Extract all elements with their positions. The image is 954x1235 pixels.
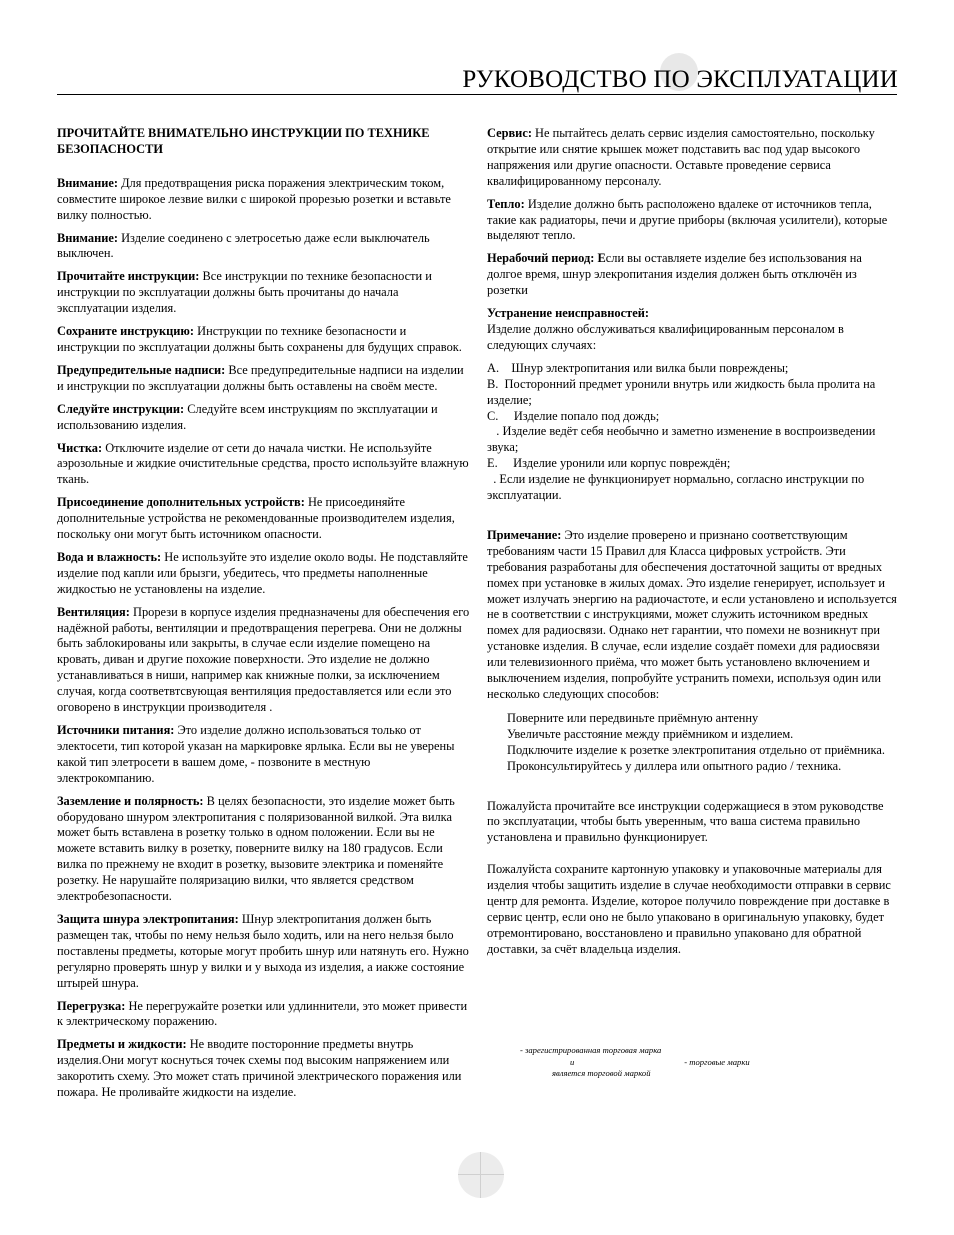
registration-mark-bottom xyxy=(458,1152,504,1198)
note-bullet-item: Поверните или передвиньте приёмную антенну xyxy=(507,710,759,725)
safety-item-text: В целях безопасности, это изделие может быть оборудовано шнуром электропитания с поляризованной вилкой. Эта вилка может быть вставлена в розетку только в одном положении. Если вы не можете вставить вилку в розетку, поверните вилку на 180 градусов. Если вилка по прежнему не входит в розетку, вызовите электрика и поменяйте розетку. Не нарушайте поляризацию вилки, что является средством электробезопасности. xyxy=(57,793,455,904)
footnote-line-2b: - торговые марки xyxy=(684,1056,750,1067)
safety-item-term: Следуйте инструкции: xyxy=(57,401,185,416)
safety-item-term: Внимание: xyxy=(57,175,118,190)
safety-item xyxy=(57,912,471,992)
safety-item-term: Источники питания: xyxy=(57,723,175,737)
note-paragraph xyxy=(487,528,897,703)
safety-item-text: Следуйте всем инструкциям по эксплуатации и использованию изделия. xyxy=(57,401,438,432)
safety-item-text: Инструкции по технике безопасности и инструкции по эксплуатации должны быть сохранены для будущих справок. xyxy=(57,324,462,354)
heat-paragraph xyxy=(487,197,897,245)
safety-item-text: Это изделие должно использоваться только от электосети, тип которой указан на маркировке ярлыка. Если вы не уверены какой тип элетросети в вашем доме, - позвоните в местную электрокомпанию. xyxy=(57,723,455,785)
safety-item xyxy=(57,999,471,1031)
keep-box-paragraph: Пожалуйста сохраните картонную упаковку и упаковочные материалы для изделия чтобы защитить изделие в случае необходимости отправки в сервис центр для ремонта. Изделие, которое получило повреждение при доставке в сервис центр, если оно не было упаковано в оригинальную упаковку, будет отремонтировано, восстановлено и правильно упаковано для обратной доставки, за счёт владельца изделия. xyxy=(487,862,891,956)
safety-section-title: ПРОЧИТАЙТЕ ВНИМАТЕЛЬНО ИНСТРУКЦИИ ПО ТЕХНИКЕ БЕЗОПАСНОСТИ xyxy=(57,126,430,156)
safety-item-term: Заземление и полярность: xyxy=(57,793,204,808)
safety-item-term: Защита шнура электропитания: xyxy=(57,911,239,926)
safety-item xyxy=(57,495,471,543)
safety-item-term: Внимание: xyxy=(57,230,118,245)
note-bullet-item: Проконсультируйтесь у диллера или опытного радио / техника. xyxy=(507,758,842,773)
service-paragraph xyxy=(487,126,897,190)
safety-item-text: Прорези в корпусе изделия предназначены для обеспечения его надёжной работы, вентиляции и предотвращения перегрева. Они не должны быть заблокированы или закрыты, в случае если изделие помещено на кровать, диван и другие похожие поверхности. Это изделие не должно устанавливаться в ниши, например как книжные полки, за исключением случая, когда соответвтсвующая вентиляция предоставляется или если это оговорено в инструкции производителя . xyxy=(57,604,470,715)
footnote-line-3: является торговой маркой xyxy=(552,1068,651,1078)
safety-item-text: Все инструкции по технике безопасности и инструкции по эксплуатации должны быть прочитаны до начала эксплуатации изделия. xyxy=(57,269,432,316)
repair-list-item: B. Посторонний предмет уронили внутрь или жидкость была пролита на изделие; xyxy=(487,376,879,407)
safety-item xyxy=(57,402,471,434)
safety-item-text: Отключите изделие от сети до начала чистки. Не используйте аэрозольные и жидкие очистительные средства, просто используйте влажную ткань. xyxy=(57,440,469,487)
note-text: Это изделие проверено и признано соответствующим требованиям части 15 Правил для Класса цифровых устройств. Эти требования разработаны для обеспечения достаточной защиты от вредных помех при установке в жилых домах. Это изделие генерирует, использует и может излучать энергию на радиочастоте, и если установлено и используется не в соответствии с инструкциями, может служить источником вредных помех для радиосвязи. Однако нет гарантии, что помехи не возникнут при установке изделия. В случае, если изделие создаёт помехи для радиосвязи или телевизионного приёма, что может быть установлено включением и выключением изделия, попробуйте устранить помехи, используя один или несколько следующих способов: xyxy=(487,527,897,701)
safety-item xyxy=(57,324,471,356)
safety-item xyxy=(57,1037,471,1101)
safety-item xyxy=(57,550,471,598)
safety-item-text: Не вводите посторонние предметы внутрь изделия.Они могут коснуться точек схемы под высоким напряжением или закоротить схему. Это может стать причиной электрического поражения или пожара. Не проливайте жидкости на изделие. xyxy=(57,1037,462,1100)
service-text: Не пытайтесь делать сервис изделия самостоятельно, поскольку открытие или снятие крышек может подставить вас под удар высокого напряжения или другие опасности. Оставьте проведение сервиса квалифицированному персоналу. xyxy=(487,126,875,188)
repair-intro: Изделие должно обслуживаться квалифицированным персоналом в следующих случаях: xyxy=(487,321,844,352)
safety-item xyxy=(57,441,471,489)
note-bullet-item: Увеличьте расстояние между приёмником и изделием. xyxy=(507,726,794,741)
read-all-paragraph: Пожалуйста прочитайте все инструкции содержащиеся в этом руководстве по эксплуатации, чтобы быть уверенным, что ваша система правильно установлена и правильно функционирует. xyxy=(487,798,884,845)
safety-item-text: Не перегружайте розетки или удлиннители, это может привести к электрическому поражению. xyxy=(57,998,468,1029)
header-rule xyxy=(57,94,897,95)
footnote-line-2 xyxy=(520,1057,820,1069)
safety-item xyxy=(57,176,471,224)
safety-item-term: Предметы и жидкости: xyxy=(57,1037,187,1052)
repair-list-item: A. Шнур электропитания или вилка были повреждены; xyxy=(487,360,789,375)
safety-item-term: Присоединение дополнительных устройств: xyxy=(57,495,305,510)
safety-item-term: Перегрузка: xyxy=(57,998,126,1013)
idle-term: Нерабочий период: Е xyxy=(487,251,606,266)
safety-items-list xyxy=(57,176,471,1101)
repair-list-item: . Если изделие не функционирует нормально, согласно инструкции по эксплуатации. xyxy=(487,472,868,503)
repair-block xyxy=(487,306,897,504)
safety-item xyxy=(57,794,471,905)
repair-list-item: . Изделие ведёт себя необычно и заметно изменение в воспроизведении звука; xyxy=(487,424,879,455)
safety-item-text: Изделие соединено с элетросетью даже если выключатель выключен. xyxy=(57,230,430,261)
safety-item xyxy=(57,605,471,716)
repair-list-item: C. Изделие попало под дождь; xyxy=(487,408,660,423)
service-term: Сервис: xyxy=(487,126,532,140)
safety-item-text: Все предупредительные надписи на изделии и инструкции по эксплуатации должны быть оставлены на своём месте. xyxy=(57,362,464,393)
safety-item-term: Чистка: xyxy=(57,440,103,455)
right-column xyxy=(487,126,897,965)
safety-item-term: Сохраните инструкцию: xyxy=(57,324,195,339)
safety-item-term: Вода и влажность: xyxy=(57,549,162,564)
left-column xyxy=(57,126,471,1108)
note-bullets xyxy=(487,711,897,775)
heat-text: Изделие должно быть расположено вдалеке от источников тепла, такие как радиаторы, печи и другие приборы (включая усилители), которые выделяют тепло. xyxy=(487,196,888,243)
idle-paragraph xyxy=(487,251,897,299)
safety-item-term: Вентиляция: xyxy=(57,604,130,619)
trademark-footnote xyxy=(520,1045,820,1080)
safety-item-term: Предупредительные надписи: xyxy=(57,362,226,377)
safety-item-term: Прочитайте инструкции: xyxy=(57,269,200,284)
footnote-line-2a: и xyxy=(570,1056,575,1067)
note-term: Примечание: xyxy=(487,527,562,542)
safety-item xyxy=(57,723,471,787)
footnote-line-1: - зарегистрированная торговая марка xyxy=(520,1045,662,1055)
safety-item xyxy=(57,231,471,263)
safety-item-text: Не используйте это изделие около воды. Не подставляйте изделие под капли или брызги, убедитесь, что предметы наполненные жидкостью не установлены на изделие. xyxy=(57,549,468,596)
repair-list xyxy=(487,361,897,504)
safety-item xyxy=(57,269,471,317)
safety-item xyxy=(57,363,471,395)
heat-term: Тепло: xyxy=(487,196,525,211)
repair-list-item: E. Изделие уронили или корпус повреждён; xyxy=(487,456,731,471)
idle-text: сли вы оставляете изделие без использования на долгое время, шнур элекропитания изделия должен быть отключён из розетки xyxy=(487,251,862,298)
safety-item-text: Не присоединяйте дополнительные устройства не рекомендованные производителем изделия, поскольку они могут быть источником опасности. xyxy=(57,495,455,542)
repair-title: Устранение неисправностей: xyxy=(487,306,649,321)
safety-item-text: Шнур электропитания должен быть размещен так, чтобы по нему нельзя было ходить, или на него нельзя было поставлены предметы, которые могут пробить шнур или натянуть его. Нужно регулярно проверять шнур у вилки и у выхода из изделия, а иакже состояние штырей шнура. xyxy=(57,911,469,990)
safety-item-text: Для предотвращения риска поражения электрическим током, совместите широкое лезвие вилки с широкой прорезью розетки и вставьте вилку полностью. xyxy=(57,175,451,222)
note-bullet-item: Подключите изделие к розетке электропитания отдельно от приёмника. xyxy=(507,742,885,757)
page-header-title: РУКОВОДСТВО ПО ЭКСПЛУАТАЦИИ xyxy=(462,66,898,93)
